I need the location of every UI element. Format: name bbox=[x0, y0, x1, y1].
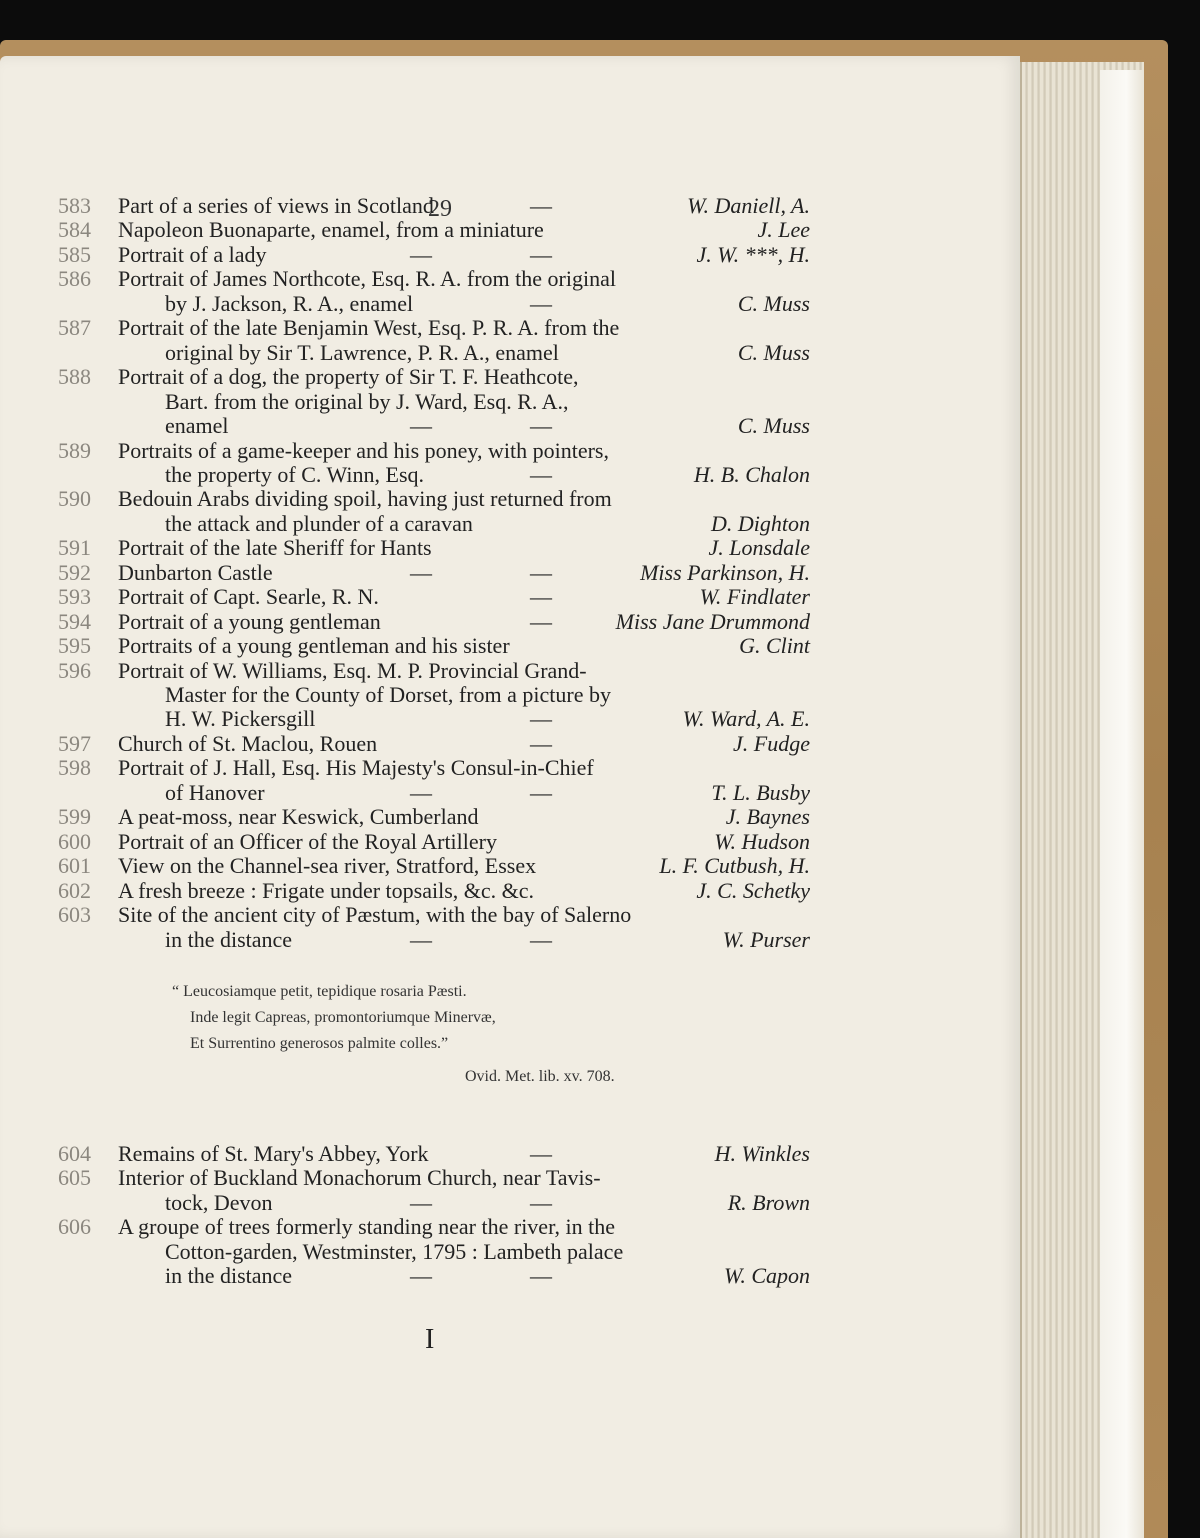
entry-title: Master for the County of Dorset, from a picture by bbox=[165, 682, 611, 707]
entry-title: tock, Devon bbox=[165, 1189, 273, 1215]
leader-dash: — bbox=[530, 559, 552, 585]
entry-number: 604 bbox=[58, 1140, 91, 1166]
signature-mark: I bbox=[425, 1324, 435, 1355]
entry-number: 598 bbox=[58, 755, 91, 781]
entry-number: 583 bbox=[58, 193, 91, 218]
leader-dash: — bbox=[410, 413, 432, 439]
page-number: 29 bbox=[428, 196, 452, 222]
entry-title: Portrait of the late Sheriff for Hants bbox=[118, 535, 432, 561]
entry-title: Church of St. Maclou, Rouen bbox=[118, 730, 378, 756]
entry-title: in the distance bbox=[165, 1263, 293, 1289]
entry-title: Portrait of James Northcote, Esq. R. A. from the original bbox=[118, 266, 616, 292]
entry-title: Portrait of J. Hall, Esq. His Majesty's Consul-in-Chief bbox=[118, 755, 594, 781]
leader-dash: — bbox=[530, 1263, 552, 1289]
entry-title: View on the Channel-sea river, Stratford, Essex bbox=[118, 853, 537, 879]
entry-artist: W. Purser bbox=[722, 926, 810, 952]
leader-dash: — bbox=[410, 926, 432, 952]
leader-dash: — bbox=[530, 926, 552, 952]
entry-artist: W. Capon bbox=[724, 1263, 810, 1289]
entry-artist: C. Muss bbox=[737, 290, 810, 316]
quotation-line: Et Surrentino generosos palmite colles.” bbox=[190, 1034, 449, 1052]
quotation-line: Inde legit Capreas, promontoriumque Minervæ, bbox=[190, 1008, 496, 1026]
entry-number: 606 bbox=[58, 1214, 91, 1240]
entry-artist: W. Findlater bbox=[699, 584, 810, 610]
quotation-citation: Ovid. Met. lib. xv. 708. bbox=[465, 1067, 615, 1085]
leader-dash: — bbox=[530, 730, 552, 756]
entry-title: Portrait of the late Benjamin West, Esq. P. R. A. from the bbox=[118, 315, 620, 341]
book-page bbox=[0, 56, 1020, 1538]
entry-number: 587 bbox=[58, 315, 91, 341]
entry-title: Bedouin Arabs dividing spoil, having just returned from bbox=[118, 486, 612, 512]
entry-artist: H. B. Chalon bbox=[693, 461, 810, 487]
entry-title: Bart. from the original by J. Ward, Esq. R. A., bbox=[165, 388, 569, 414]
entry-artist: T. L. Busby bbox=[711, 779, 810, 805]
entry-artist: C. Muss bbox=[737, 413, 810, 439]
entry-title: enamel bbox=[165, 413, 229, 439]
quotation-line: “ Leucosiamque petit, tepidique rosaria Pæsti. bbox=[172, 982, 467, 1000]
leader-dash: — bbox=[410, 1189, 432, 1215]
entry-title: the property of C. Winn, Esq. bbox=[165, 461, 425, 487]
entry-number: 591 bbox=[58, 535, 91, 561]
entry-title: of Hanover bbox=[165, 779, 265, 805]
entry-line bbox=[0, 926, 1020, 954]
entry-title: in the distance bbox=[165, 926, 293, 952]
entry-artist: J. C. Schetky bbox=[696, 877, 810, 903]
entry-artist: Miss Parkinson, H. bbox=[640, 559, 810, 585]
leader-dash: — bbox=[530, 1189, 552, 1215]
entry-number: 597 bbox=[58, 730, 91, 756]
leader-dash: — bbox=[530, 290, 552, 316]
entry-title: Remains of St. Mary's Abbey, York bbox=[118, 1140, 429, 1166]
entry-number: 601 bbox=[58, 853, 91, 879]
page-edge-strip bbox=[1100, 70, 1144, 1538]
entry-artist: H. Winkles bbox=[714, 1140, 810, 1166]
entry-artist: Miss Jane Drummond bbox=[615, 608, 810, 634]
entry-number: 592 bbox=[58, 559, 91, 585]
entry-number: 596 bbox=[58, 657, 91, 683]
entry-number: 603 bbox=[58, 902, 91, 928]
leader-dash: — bbox=[530, 706, 552, 732]
entry-number: 589 bbox=[58, 437, 91, 463]
entry-artist: J. Baynes bbox=[725, 804, 810, 830]
entry-number: 588 bbox=[58, 364, 91, 390]
leader-dash: — bbox=[410, 559, 432, 585]
entry-number: 595 bbox=[58, 633, 91, 659]
entry-number: 599 bbox=[58, 804, 91, 830]
entry-title: Interior of Buckland Monachorum Church, near Tavis- bbox=[118, 1165, 601, 1191]
entry-line bbox=[0, 1262, 1020, 1290]
entry-title: Portrait of a lady bbox=[118, 241, 267, 267]
entry-title: A fresh breeze : Frigate under topsails, &c. &c. bbox=[118, 877, 535, 903]
leader-dash: — bbox=[530, 1140, 552, 1166]
entry-title: A groupe of trees formerly standing near the river, in the bbox=[118, 1214, 616, 1240]
entry-artist: L. F. Cutbush, H. bbox=[659, 853, 810, 879]
entry-title: Portrait of Capt. Searle, R. N. bbox=[118, 584, 379, 610]
leader-dash: — bbox=[530, 779, 552, 805]
entry-number: 590 bbox=[58, 486, 91, 512]
entry-artist: R. Brown bbox=[727, 1189, 810, 1215]
entry-title: H. W. Pickersgill bbox=[165, 706, 316, 732]
entry-number: 594 bbox=[58, 608, 91, 634]
entry-title: Portrait of an Officer of the Royal Artillery bbox=[118, 828, 497, 854]
entry-artist: D. Dighton bbox=[711, 510, 810, 536]
entry-title: Portrait of a dog, the property of Sir T. F. Heathcote, bbox=[118, 364, 579, 390]
leader-dash: — bbox=[530, 461, 552, 487]
entry-number: 593 bbox=[58, 584, 91, 610]
entry-title: Portrait of W. Williams, Esq. M. P. Provincial Grand- bbox=[118, 657, 587, 683]
entry-artist: W. Daniell, A. bbox=[687, 193, 810, 218]
leader-dash: — bbox=[530, 413, 552, 439]
entry-title: original by Sir T. Lawrence, P. R. A., enamel bbox=[165, 339, 559, 365]
entry-artist: J. Fudge bbox=[733, 730, 810, 756]
entry-artist: W. Ward, A. E. bbox=[682, 706, 810, 732]
entry-number: 605 bbox=[58, 1165, 91, 1191]
leader-dash: — bbox=[530, 193, 552, 218]
leader-dash: — bbox=[530, 584, 552, 610]
leader-dash: — bbox=[530, 608, 552, 634]
leader-dash: — bbox=[530, 241, 552, 267]
leader-dash: — bbox=[410, 1263, 432, 1289]
entry-title: by J. Jackson, R. A., enamel bbox=[165, 290, 414, 316]
entry-artist: J. W. ***, H. bbox=[696, 241, 810, 267]
entry-number: 600 bbox=[58, 828, 91, 854]
entry-title: the attack and plunder of a caravan bbox=[165, 510, 473, 536]
entry-title: Napoleon Buonaparte, enamel, from a miniature bbox=[118, 217, 544, 243]
entry-artist: G. Clint bbox=[739, 633, 810, 659]
entry-artist: W. Hudson bbox=[714, 828, 810, 854]
entry-number: 585 bbox=[58, 241, 91, 267]
entry-artist: J. Lonsdale bbox=[708, 535, 810, 561]
entry-number: 602 bbox=[58, 877, 91, 903]
entry-artist: J. Lee bbox=[757, 217, 810, 243]
entry-artist: C. Muss bbox=[737, 339, 810, 365]
entry-number: 584 bbox=[58, 217, 91, 243]
entry-title: Cotton-garden, Westminster, 1795 : Lambeth palace bbox=[165, 1238, 624, 1264]
entry-title: Portraits of a young gentleman and his sister bbox=[118, 633, 510, 659]
entry-title: Site of the ancient city of Pæstum, with the bay of Salerno bbox=[118, 902, 632, 928]
leader-dash: — bbox=[410, 779, 432, 805]
entry-title: Dunbarton Castle bbox=[118, 559, 273, 585]
entry-number: 586 bbox=[58, 266, 91, 292]
leader-dash: — bbox=[410, 241, 432, 267]
entry-title: Portraits of a game-keeper and his poney, with pointers, bbox=[118, 437, 609, 463]
entry-title: Part of a series of views in Scotland bbox=[118, 193, 434, 218]
entry-title: A peat-moss, near Keswick, Cumberland bbox=[118, 804, 479, 830]
entry-title: Portrait of a young gentleman bbox=[118, 608, 381, 634]
